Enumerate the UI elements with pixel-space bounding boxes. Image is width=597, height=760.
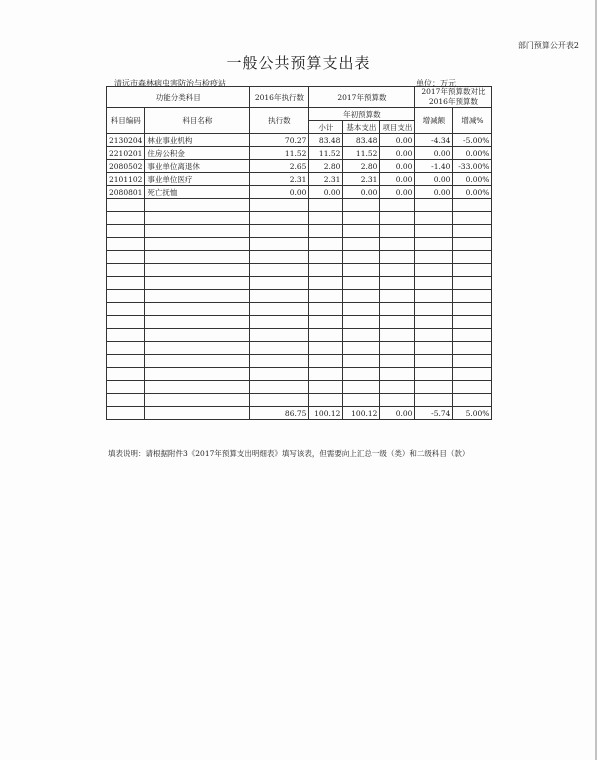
empty-row xyxy=(107,368,492,381)
table-row xyxy=(107,186,492,199)
empty-cell xyxy=(343,381,380,394)
empty-cell xyxy=(380,381,415,394)
empty-cell xyxy=(343,290,380,303)
empty-cell xyxy=(380,394,415,407)
empty-cell xyxy=(380,264,415,277)
empty-cell xyxy=(453,277,492,290)
empty-cell xyxy=(309,381,343,394)
empty-cell xyxy=(107,199,145,212)
empty-cell xyxy=(380,303,415,316)
empty-cell xyxy=(380,225,415,238)
header-change-pct: 增减% xyxy=(453,108,492,134)
empty-cell xyxy=(415,212,453,225)
row-exec: 2.31 xyxy=(250,173,309,186)
row-name: 死亡抚恤 xyxy=(145,186,250,199)
row-project: 0.00 xyxy=(380,186,415,199)
header-subtotal: 小计 xyxy=(309,121,343,134)
empty-cell xyxy=(309,290,343,303)
row-subtotal: 2.31 xyxy=(309,173,343,186)
empty-cell xyxy=(250,225,309,238)
empty-cell xyxy=(309,238,343,251)
table-row xyxy=(107,173,492,186)
empty-row xyxy=(107,277,492,290)
empty-cell xyxy=(415,264,453,277)
empty-cell xyxy=(250,329,309,342)
empty-cell xyxy=(453,238,492,251)
empty-cell xyxy=(453,368,492,381)
empty-cell xyxy=(309,303,343,316)
table-number-label: 部门预算公开表2 xyxy=(517,41,579,50)
table-row xyxy=(107,147,492,160)
empty-row xyxy=(107,342,492,355)
row-change-amt: -4.34 xyxy=(415,134,453,147)
empty-cell xyxy=(309,199,343,212)
empty-cell xyxy=(415,251,453,264)
empty-cell xyxy=(343,199,380,212)
empty-cell xyxy=(453,251,492,264)
row-code: 2080502 xyxy=(107,160,145,173)
empty-cell xyxy=(343,355,380,368)
empty-cell xyxy=(453,290,492,303)
empty-cell xyxy=(415,368,453,381)
empty-cell xyxy=(380,368,415,381)
empty-cell xyxy=(343,238,380,251)
empty-cell xyxy=(343,277,380,290)
empty-cell xyxy=(107,368,145,381)
empty-cell xyxy=(415,329,453,342)
total-exec: 86.75 xyxy=(250,407,309,420)
empty-cell xyxy=(145,407,250,420)
empty-cell xyxy=(343,303,380,316)
empty-cell xyxy=(107,381,145,394)
empty-cell xyxy=(343,368,380,381)
row-code: 2101102 xyxy=(107,173,145,186)
header-change-amt: 增减额 xyxy=(415,108,453,134)
empty-cell xyxy=(453,342,492,355)
empty-row xyxy=(107,238,492,251)
empty-cell xyxy=(250,368,309,381)
row-basic: 2.31 xyxy=(343,173,380,186)
empty-cell xyxy=(107,264,145,277)
row-exec: 11.52 xyxy=(250,147,309,160)
row-project: 0.00 xyxy=(380,147,415,160)
empty-cell xyxy=(380,290,415,303)
row-name: 住房公积金 xyxy=(145,147,250,160)
empty-cell xyxy=(453,225,492,238)
empty-cell xyxy=(107,329,145,342)
row-change-amt: -1.40 xyxy=(415,160,453,173)
empty-cell xyxy=(107,303,145,316)
empty-cell xyxy=(145,212,250,225)
empty-cell xyxy=(250,394,309,407)
empty-cell xyxy=(415,316,453,329)
empty-cell xyxy=(453,329,492,342)
empty-cell xyxy=(343,225,380,238)
empty-cell xyxy=(107,225,145,238)
row-basic: 2.80 xyxy=(343,160,380,173)
row-name: 林业事业机构 xyxy=(145,134,250,147)
empty-cell xyxy=(145,264,250,277)
row-exec: 70.27 xyxy=(250,134,309,147)
empty-cell xyxy=(145,303,250,316)
empty-cell xyxy=(415,290,453,303)
header-exec-2016: 2016年执行数 xyxy=(250,87,309,108)
unit-label: 单位：万元 xyxy=(416,79,456,88)
footnote: 填表说明：请根据附件3《2017年预算支出明细表》填写该表，但需要向上汇总一级（类）和二级科目（款） xyxy=(108,449,470,458)
empty-cell xyxy=(309,394,343,407)
row-exec: 0.00 xyxy=(250,186,309,199)
empty-cell xyxy=(380,251,415,264)
empty-cell xyxy=(145,316,250,329)
empty-cell xyxy=(415,225,453,238)
empty-cell xyxy=(145,238,250,251)
row-code: 2130204 xyxy=(107,134,145,147)
row-subtotal: 83.48 xyxy=(309,134,343,147)
empty-row xyxy=(107,316,492,329)
empty-cell xyxy=(380,355,415,368)
empty-cell xyxy=(309,368,343,381)
empty-cell xyxy=(380,199,415,212)
empty-row xyxy=(107,290,492,303)
row-change-pct: 0.00% xyxy=(453,173,492,186)
empty-cell xyxy=(453,303,492,316)
empty-cell xyxy=(145,290,250,303)
row-change-pct: 0.00% xyxy=(453,186,492,199)
row-basic: 0.00 xyxy=(343,186,380,199)
empty-cell xyxy=(380,212,415,225)
empty-cell xyxy=(380,277,415,290)
empty-cell xyxy=(380,316,415,329)
empty-cell xyxy=(250,303,309,316)
empty-cell xyxy=(145,368,250,381)
empty-cell xyxy=(250,251,309,264)
header-compare: 2017年预算数对比2016年预算数 xyxy=(415,87,492,108)
empty-row xyxy=(107,355,492,368)
table-row xyxy=(107,160,492,173)
empty-cell xyxy=(453,264,492,277)
row-subtotal: 0.00 xyxy=(309,186,343,199)
header-func-class: 功能分类科目 xyxy=(107,87,250,108)
page-title: 一般公共预算支出表 xyxy=(226,54,371,72)
total-row xyxy=(107,407,492,420)
table-row xyxy=(107,134,492,147)
total-pct: 5.00% xyxy=(453,407,492,420)
empty-cell xyxy=(250,355,309,368)
empty-cell xyxy=(250,277,309,290)
empty-cell xyxy=(453,355,492,368)
empty-cell xyxy=(145,329,250,342)
budget-table xyxy=(106,86,492,420)
empty-cell xyxy=(380,329,415,342)
row-name: 事业单位离退休 xyxy=(145,160,250,173)
empty-cell xyxy=(107,407,145,420)
empty-cell xyxy=(107,342,145,355)
header-initial-budget: 年初预算数 xyxy=(309,108,415,121)
empty-cell xyxy=(250,342,309,355)
row-change-pct: -33.00% xyxy=(453,160,492,173)
empty-cell xyxy=(250,199,309,212)
empty-row xyxy=(107,225,492,238)
row-change-amt: 0.00 xyxy=(415,173,453,186)
empty-cell xyxy=(343,264,380,277)
header-exec: 执行数 xyxy=(250,108,309,134)
empty-cell xyxy=(309,212,343,225)
empty-cell xyxy=(145,394,250,407)
empty-cell xyxy=(145,225,250,238)
row-name: 事业单位医疗 xyxy=(145,173,250,186)
empty-cell xyxy=(309,225,343,238)
empty-cell xyxy=(250,238,309,251)
header-name: 科目名称 xyxy=(145,108,250,134)
row-change-amt: 0.00 xyxy=(415,186,453,199)
row-project: 0.00 xyxy=(380,160,415,173)
empty-row xyxy=(107,264,492,277)
row-subtotal: 11.52 xyxy=(309,147,343,160)
row-exec: 2.65 xyxy=(250,160,309,173)
empty-cell xyxy=(415,277,453,290)
empty-cell xyxy=(309,316,343,329)
row-code: 2080801 xyxy=(107,186,145,199)
empty-cell xyxy=(107,277,145,290)
row-change-amt: 0.00 xyxy=(415,147,453,160)
empty-cell xyxy=(343,342,380,355)
empty-cell xyxy=(343,212,380,225)
empty-cell xyxy=(145,199,250,212)
row-basic: 11.52 xyxy=(343,147,380,160)
empty-row xyxy=(107,381,492,394)
empty-cell xyxy=(453,212,492,225)
empty-cell xyxy=(250,316,309,329)
row-project: 0.00 xyxy=(380,173,415,186)
header-project: 项目支出 xyxy=(380,121,415,134)
organization-name: 清远市森林病虫害防治与检疫站 xyxy=(114,79,226,88)
empty-cell xyxy=(107,212,145,225)
empty-cell xyxy=(453,199,492,212)
empty-row xyxy=(107,303,492,316)
empty-cell xyxy=(107,394,145,407)
row-change-pct: 0.00% xyxy=(453,147,492,160)
row-change-pct: -5.00% xyxy=(453,134,492,147)
empty-cell xyxy=(415,238,453,251)
empty-cell xyxy=(107,355,145,368)
empty-cell xyxy=(107,251,145,264)
empty-cell xyxy=(250,212,309,225)
empty-cell xyxy=(250,264,309,277)
total-project: 0.00 xyxy=(380,407,415,420)
empty-cell xyxy=(145,381,250,394)
row-subtotal: 2.80 xyxy=(309,160,343,173)
empty-cell xyxy=(415,199,453,212)
header-budget-2017: 2017年预算数 xyxy=(309,87,415,108)
empty-cell xyxy=(453,381,492,394)
empty-cell xyxy=(309,329,343,342)
empty-cell xyxy=(250,381,309,394)
empty-cell xyxy=(415,381,453,394)
empty-cell xyxy=(309,355,343,368)
empty-cell xyxy=(343,251,380,264)
empty-cell xyxy=(107,316,145,329)
empty-cell xyxy=(107,290,145,303)
total-amt: -5.74 xyxy=(415,407,453,420)
empty-row xyxy=(107,251,492,264)
row-project: 0.00 xyxy=(380,134,415,147)
empty-cell xyxy=(453,394,492,407)
empty-cell xyxy=(309,264,343,277)
empty-cell xyxy=(250,290,309,303)
empty-cell xyxy=(145,342,250,355)
empty-cell xyxy=(145,355,250,368)
total-subtotal: 100.12 xyxy=(309,407,343,420)
empty-row xyxy=(107,212,492,225)
row-code: 2210201 xyxy=(107,147,145,160)
empty-cell xyxy=(145,277,250,290)
empty-cell xyxy=(343,316,380,329)
empty-cell xyxy=(107,238,145,251)
empty-cell xyxy=(145,251,250,264)
row-basic: 83.48 xyxy=(343,134,380,147)
empty-row xyxy=(107,329,492,342)
empty-cell xyxy=(343,394,380,407)
empty-cell xyxy=(309,251,343,264)
total-basic: 100.12 xyxy=(343,407,380,420)
empty-cell xyxy=(415,394,453,407)
header-code: 科目编码 xyxy=(107,108,145,134)
empty-cell xyxy=(343,329,380,342)
empty-cell xyxy=(453,316,492,329)
empty-cell xyxy=(380,342,415,355)
empty-cell xyxy=(415,303,453,316)
empty-row xyxy=(107,394,492,407)
empty-row xyxy=(107,199,492,212)
empty-cell xyxy=(415,342,453,355)
empty-cell xyxy=(415,355,453,368)
header-basic: 基本支出 xyxy=(343,121,380,134)
empty-cell xyxy=(309,277,343,290)
empty-cell xyxy=(380,238,415,251)
empty-cell xyxy=(309,342,343,355)
